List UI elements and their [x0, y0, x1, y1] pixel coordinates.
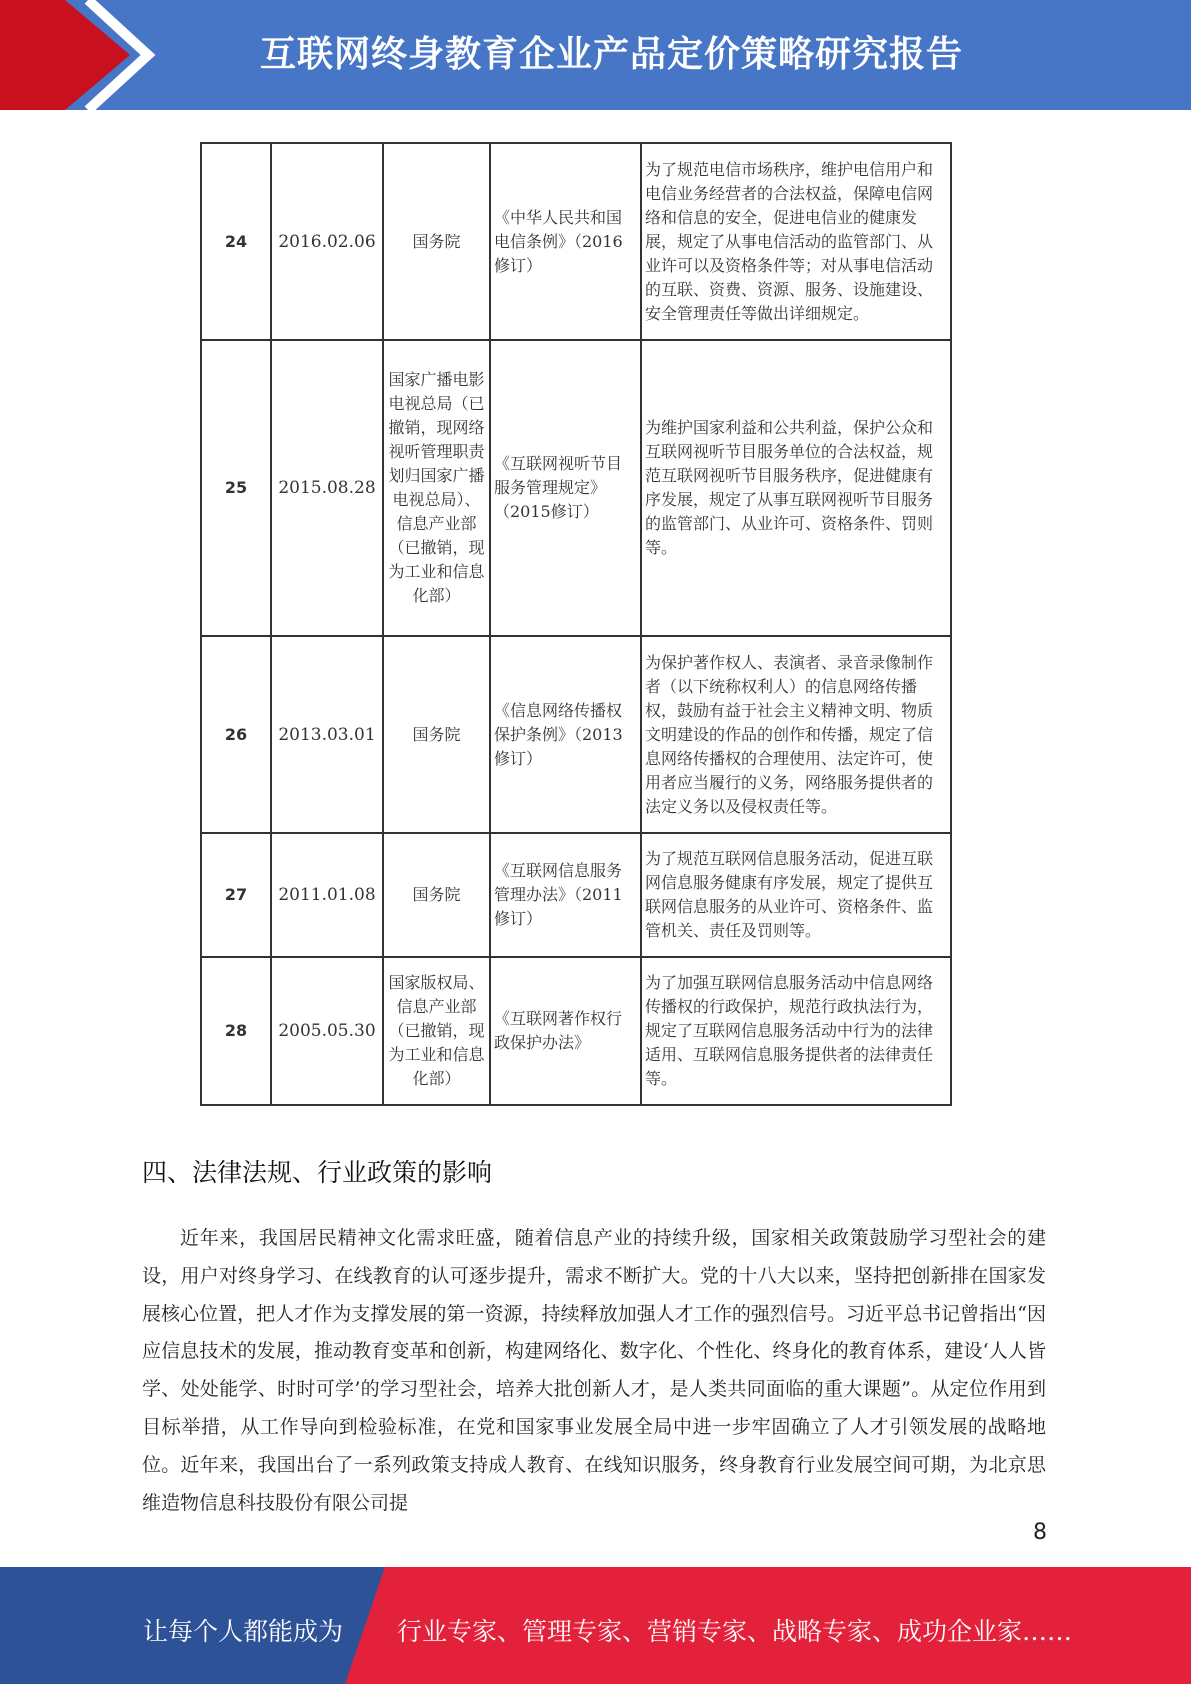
row-date: 2011.01.08	[271, 833, 383, 957]
page-footer	[0, 1567, 1191, 1684]
row-regulation-name: 《信息网络传播权保护条例》（2013修订）	[490, 636, 641, 833]
table-row	[201, 340, 951, 636]
row-date: 2013.03.01	[271, 636, 383, 833]
footer-slogan-right: 行业专家、管理专家、营销专家、战略专家、成功企业家……	[397, 1617, 1073, 1646]
table-row	[201, 636, 951, 833]
row-number: 28	[201, 957, 271, 1105]
table-row	[201, 143, 951, 340]
row-date: 2015.08.28	[271, 340, 383, 636]
table-row	[201, 833, 951, 957]
row-description: 为维护国家利益和公共利益，保护公众和互联网视听节目服务单位的合法权益，规范互联网视听节目服务秩序，促进健康有序发展，规定了从事互联网视听节目服务的监管部门、从业许可、资格条件、罚则等。	[641, 340, 951, 636]
row-regulation-name: 《互联网信息服务管理办法》（2011修订）	[490, 833, 641, 957]
row-number: 26	[201, 636, 271, 833]
row-number: 25	[201, 340, 271, 636]
row-date: 2016.02.06	[271, 143, 383, 340]
row-description: 为了规范电信市场秩序，维护电信用户和电信业务经营者的合法权益，保障电信网络和信息的安全，促进电信业的健康发展，规定了从事电信活动的监管部门、从业许可以及资格条件等；对从事电信活动的互联、资费、资源、服务、设施建设、安全管理责任等做出详细规定。	[641, 143, 951, 340]
row-number: 24	[201, 143, 271, 340]
row-description: 为了规范互联网信息服务活动，促进互联网信息服务健康有序发展，规定了提供互联网信息服务的从业许可、资格条件、监管机关、责任及罚则等。	[641, 833, 951, 957]
section-heading: 四、法律法规、行业政策的影响	[142, 1158, 493, 1187]
table-row	[201, 957, 951, 1105]
page-number: 8	[1033, 1520, 1047, 1545]
row-date: 2005.05.30	[271, 957, 383, 1105]
row-issuer: 国务院	[383, 143, 490, 340]
row-regulation-name: 《互联网著作权行政保护办法》	[490, 957, 641, 1105]
footer-slogan-left: 让每个人都能成为	[143, 1617, 344, 1646]
row-issuer: 国家版权局、信息产业部（已撤销，现为工业和信息化部）	[383, 957, 490, 1105]
regulations-table	[200, 142, 952, 1106]
row-regulation-name: 《互联网视听节目服务管理规定》（2015修订）	[490, 340, 641, 636]
row-regulation-name: 《中华人民共和国电信条例》（2016修订）	[490, 143, 641, 340]
row-issuer: 国务院	[383, 636, 490, 833]
page-header	[0, 0, 1191, 110]
row-description: 为了加强互联网信息服务活动中信息网络传播权的行政保护，规范行政执法行为，规定了互联网信息服务活动中行为的法律适用、互联网信息服务提供者的法律责任等。	[641, 957, 951, 1105]
row-number: 27	[201, 833, 271, 957]
body-paragraph: 近年来，我国居民精神文化需求旺盛，随着信息产业的持续升级，国家相关政策鼓励学习型社会的建设，用户对终身学习、在线教育的认可逐步提升，需求不断扩大。党的十八大以来，坚持把创新排在国家发展核心位置，把人才作为支撑发展的第一资源，持续释放加强人才工作的强烈信号。习近平总书记曾指出“因应信息技术的发展，推动教育变革和创新，构建网络化、数字化、个性化、终身化的教育体系，建设‘人人皆学、处处能学、时时可学’的学习型社会，培养大批创新人才，是人类共同面临的重大课题”。从定位作用到目标举措，从工作导向到检验标准，在党和国家事业发展全局中进一步牢固确立了人才引领发展的战略地位。近年来，我国出台了一系列政策支持成人教育、在线知识服务，终身教育行业发展空间可期，为北京思维造物信息科技股份有限公司提	[142, 1227, 1046, 1514]
report-title: 互联网终身教育企业产品定价策略研究报告	[260, 34, 964, 75]
row-issuer: 国务院	[383, 833, 490, 957]
row-issuer: 国家广播电影电视总局（已撤销，现网络视听管理职责划归国家广播电视总局）、信息产业部（已撤销，现为工业和信息化部）	[383, 340, 490, 636]
row-description: 为保护著作权人、表演者、录音录像制作者（以下统称权利人）的信息网络传播权，鼓励有益于社会主义精神文明、物质文明建设的作品的创作和传播，规定了信息网络传播权的合理使用、法定许可，使用者应当履行的义务，网络服务提供者的法定义务以及侵权责任等。	[641, 636, 951, 833]
